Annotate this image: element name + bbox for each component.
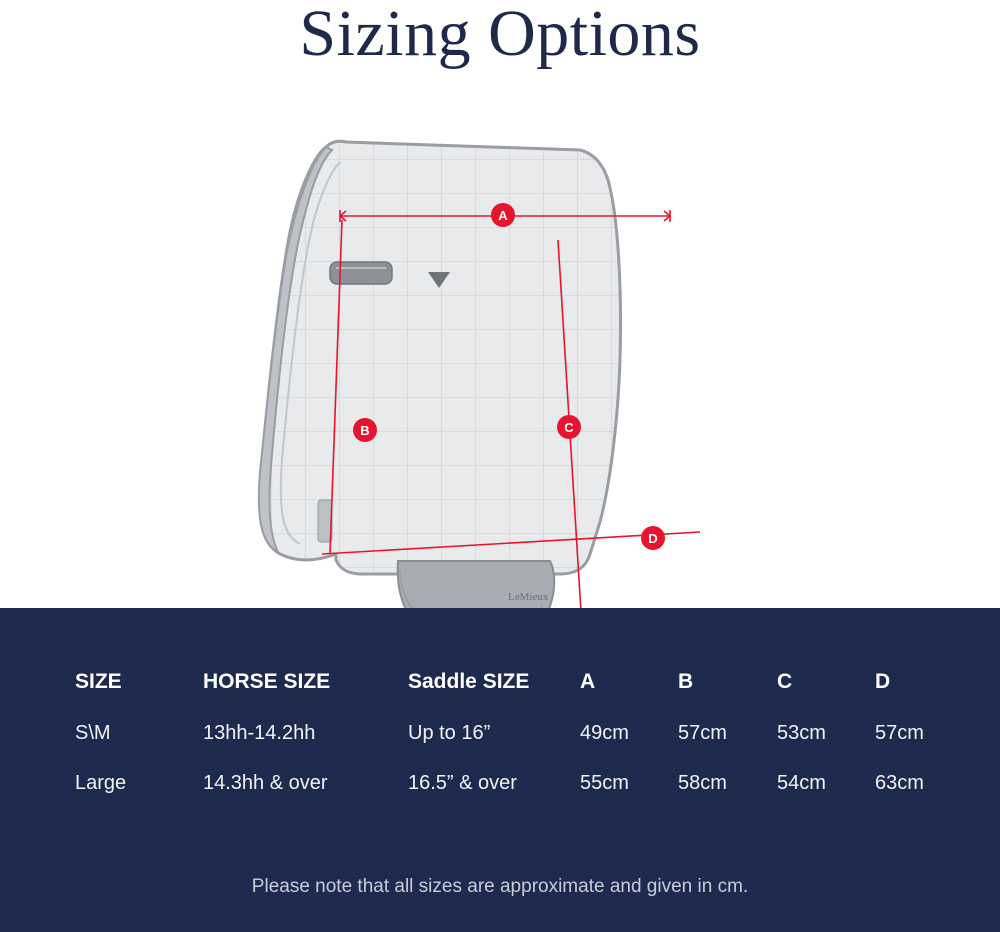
cell-size: S\M [75, 722, 111, 744]
svg-text:B: B [360, 423, 370, 438]
marker-a [491, 203, 515, 227]
cell-horse-size: 14.3hh & over [203, 772, 328, 794]
cell-a: 55cm [580, 772, 629, 794]
marker-d [641, 526, 665, 550]
cell-c: 54cm [777, 772, 826, 794]
header-b: B [678, 670, 694, 693]
cell-size: Large [75, 772, 127, 794]
page-title: Sizing Options [299, 0, 701, 70]
cell-d: 57cm [875, 722, 924, 744]
size-table-panel [0, 608, 1000, 932]
table-row [0, 772, 1000, 822]
cell-saddle-size: Up to 16” [408, 722, 491, 744]
cell-a: 49cm [580, 722, 629, 744]
marker-c [557, 415, 581, 439]
svg-text:D: D [648, 531, 658, 546]
header-size: SIZE [75, 670, 122, 693]
header-d: D [875, 670, 891, 693]
header-c: C [777, 670, 793, 693]
table-row [0, 722, 1000, 772]
sizing-table [0, 670, 1000, 822]
table-header-row [0, 670, 1000, 722]
footer-note: Please note that all sizes are approximate and given in cm. [251, 876, 749, 897]
svg-text:LeMieux: LeMieux [508, 591, 549, 603]
saddle-pad-measurement-diagram [0, 92, 1000, 604]
cell-b: 58cm [678, 772, 727, 794]
cell-c: 53cm [777, 722, 826, 744]
cell-saddle-size: 16.5” & over [408, 772, 517, 794]
cell-horse-size: 13hh-14.2hh [203, 722, 316, 744]
header-a: A [580, 670, 596, 693]
cell-d: 63cm [875, 772, 924, 794]
header-saddle-size: Saddle SIZE [408, 670, 530, 693]
cell-b: 57cm [678, 722, 727, 744]
saddle-pad-shape [259, 141, 621, 648]
svg-text:A: A [498, 208, 508, 223]
marker-b [353, 418, 377, 442]
header-horse-size: HORSE SIZE [203, 670, 331, 693]
svg-text:C: C [564, 420, 574, 435]
